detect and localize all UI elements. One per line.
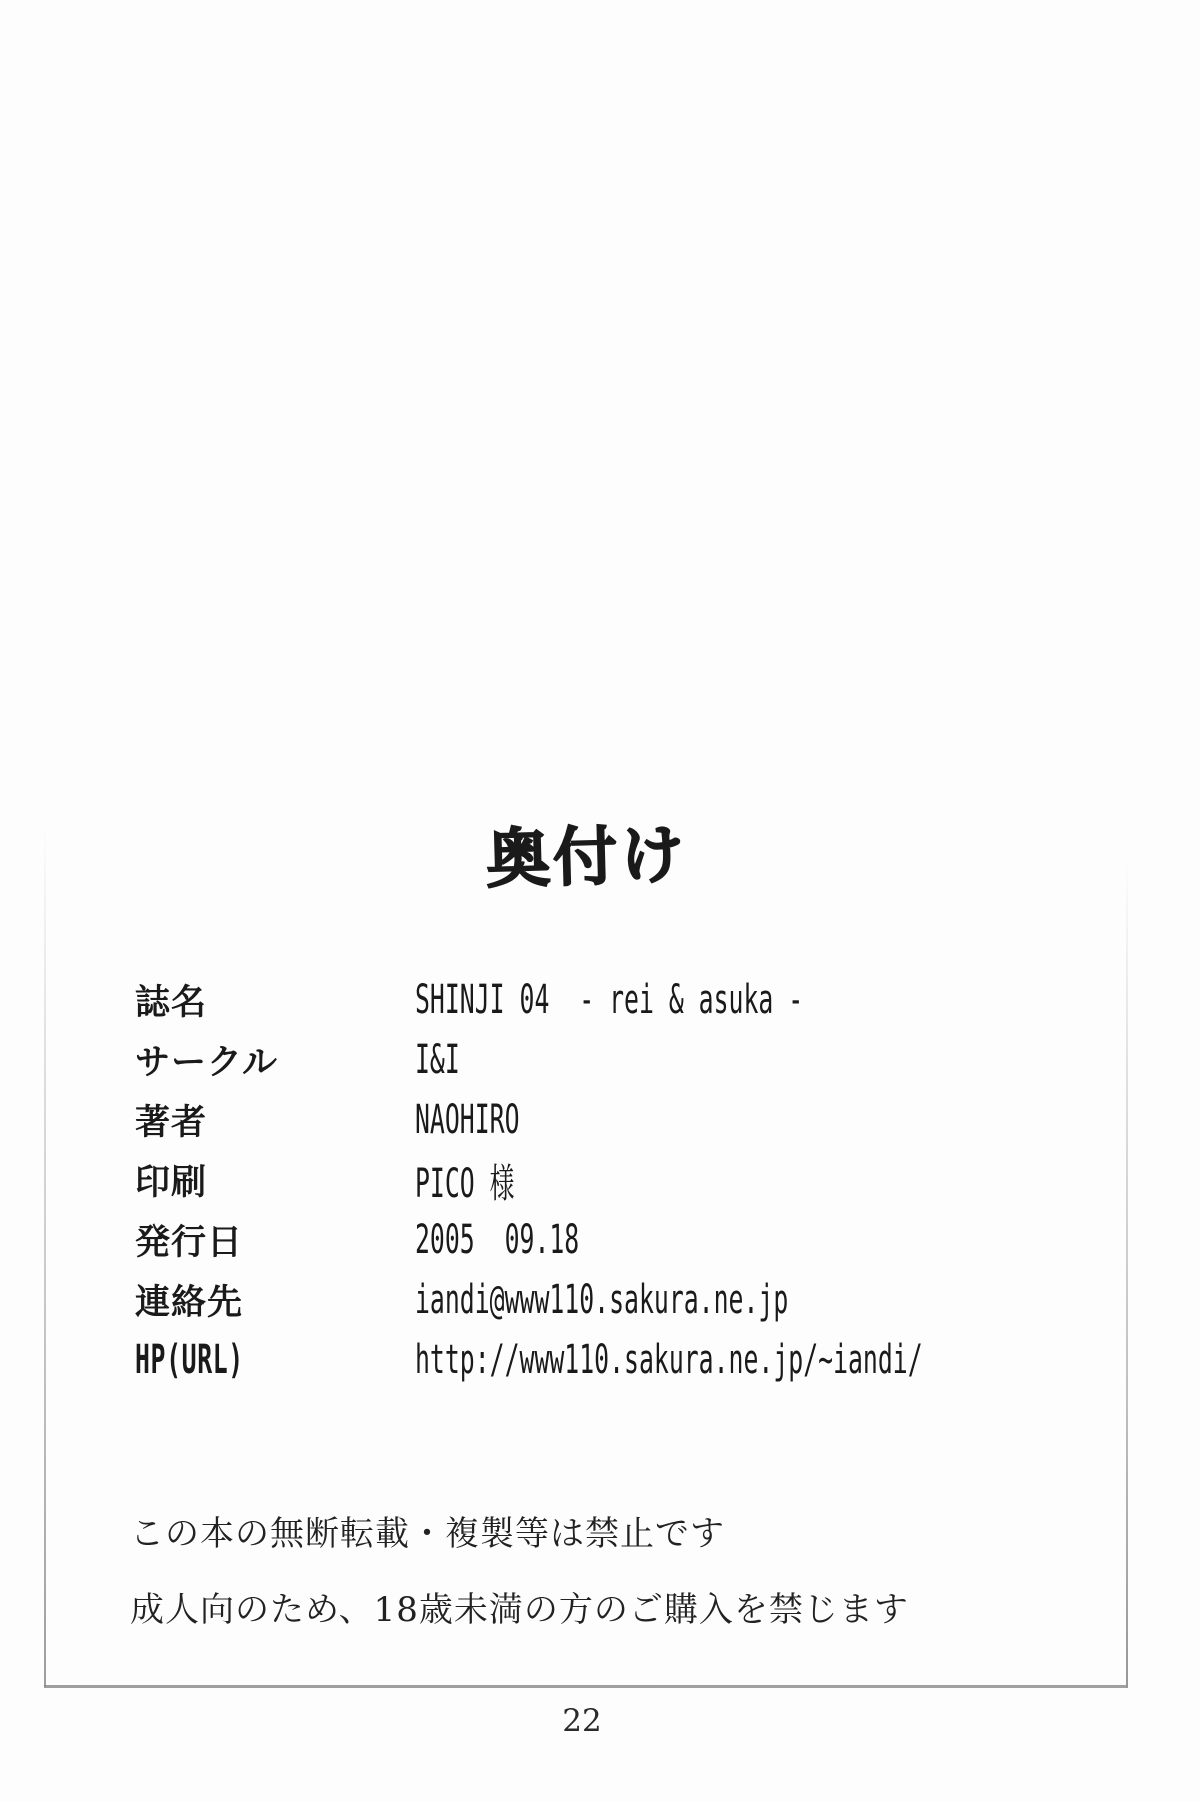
- field-label: 発行日: [135, 1223, 244, 1263]
- colophon-row-contact-email: [135, 1270, 1095, 1330]
- field-value-url: http://www110.sakura.ne.jp/~iandi/: [415, 1337, 923, 1383]
- scan-edge-right: [1126, 858, 1128, 1688]
- field-label: 著者: [135, 1103, 208, 1143]
- field-value: 2005 09.18: [415, 1217, 580, 1263]
- colophon-row-printer: [135, 1150, 1095, 1210]
- field-value: SHINJI 04 - rei & asuka -: [415, 977, 804, 1023]
- page-number: 22: [562, 1703, 602, 1739]
- field-label: サークル: [135, 1043, 278, 1083]
- field-value-email: iandi@www110.sakura.ne.jp: [415, 1277, 789, 1323]
- field-label: HP(URL): [135, 1337, 244, 1383]
- colophon-row-homepage-url: [135, 1330, 1095, 1390]
- field-value: PICO 様: [415, 1160, 515, 1207]
- colophon-row-author: [135, 1090, 1095, 1150]
- field-label: 連絡先: [135, 1283, 244, 1323]
- scan-edge-left: [44, 822, 46, 1687]
- page-title: 奥付け: [485, 818, 689, 898]
- colophon-table: [135, 970, 1095, 1390]
- field-value: I&I: [415, 1037, 460, 1083]
- field-label: 印刷: [135, 1163, 208, 1203]
- disclaimer-block: [130, 1505, 909, 1657]
- colophon-row-publish-date: [135, 1210, 1095, 1270]
- disclaimer-line-adults-only: 成人向のため、18歳未満の方のご購入を禁じます: [130, 1590, 909, 1630]
- colophon-row-circle: [135, 1030, 1095, 1090]
- field-value: NAOHIRO: [415, 1097, 520, 1143]
- colophon-row-book-title: [135, 970, 1095, 1030]
- disclaimer-line-no-reproduction: この本の無断転載・複製等は禁止です: [130, 1514, 725, 1554]
- field-label: 誌名: [135, 983, 208, 1023]
- scan-edge-bottom: [44, 1685, 1128, 1688]
